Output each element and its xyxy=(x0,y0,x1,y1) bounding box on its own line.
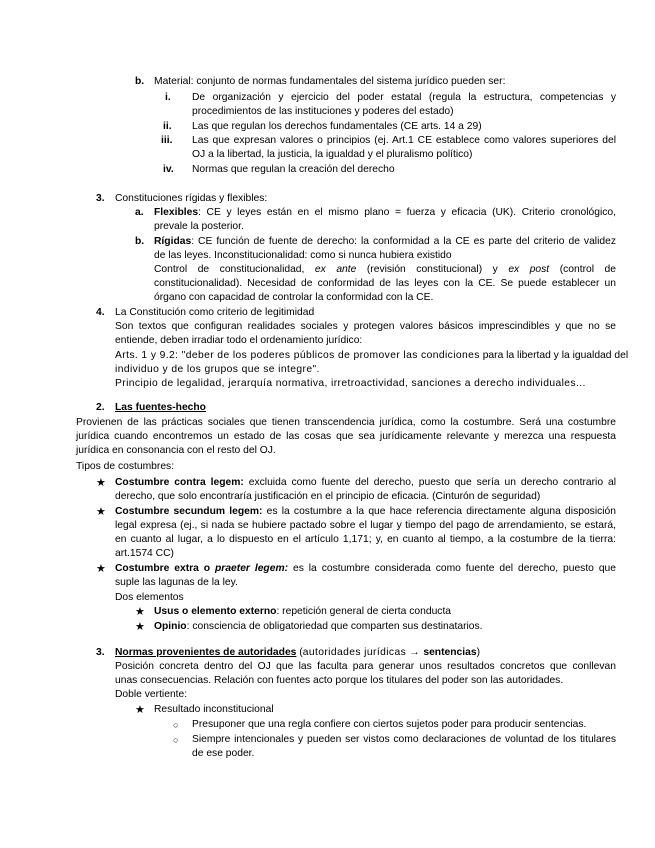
body-text: suple las lagunas de la ley. xyxy=(115,577,238,588)
body-text: Presuponer que una regla confiere con ciertos sujetos poder para producir sentencias. xyxy=(192,719,587,730)
text-italic: ex ante xyxy=(314,264,357,275)
rigidas-text: constitucionalidad). Necesidad de conformidad de las leyes con la CE. Se puede establecer un xyxy=(154,278,616,289)
text-run: excluida como fuente del derecho, puesto que sería un derecho contrario al xyxy=(243,477,616,488)
term-flexibles: Flexibles xyxy=(154,207,199,218)
body-text: jurídica en consonancia con el resto del OJ. xyxy=(76,445,276,456)
body-text: Doble vertiente: xyxy=(115,689,188,700)
section-heading: Las fuentes-hecho xyxy=(115,402,206,413)
star-bullet-icon: ★ xyxy=(135,704,145,716)
text-run: (revisión constitucional) y xyxy=(356,264,509,275)
term-extra: Costumbre extra o xyxy=(115,563,216,574)
term-sentencias: sentencias xyxy=(423,647,477,658)
body-text: Siempre intencionales y pueden ser vistos como declaraciones de voluntad de los titulares xyxy=(192,734,616,745)
opinio-text xyxy=(154,620,483,634)
term-contra-legem: Costumbre contra legem: xyxy=(115,477,244,488)
text-run: : consciencia de obligatoriedad que comparten sus destinatarios. xyxy=(186,621,483,632)
section-heading xyxy=(115,646,480,660)
body-text: de ese poder. xyxy=(192,748,255,759)
list-marker: b. xyxy=(135,236,145,247)
list-marker: b. xyxy=(135,76,145,87)
flexibles-line: : CE y leyes están en el mismo plano = fuerza y eficacia (UK). Criterio cronológico, xyxy=(198,207,616,218)
body-text xyxy=(115,349,628,363)
material-text: Material: conjunto de normas fundamentales del sistema jurídico pueden ser: xyxy=(154,76,506,87)
text-run: ( xyxy=(296,647,303,658)
body-text: Tipos de costumbres: xyxy=(76,461,175,472)
body-text: en cuanto al lugar, a lo dispuesto en el artículo 1,171; y, en cuanto al tiempo, a la costumbre de la tierra: xyxy=(115,534,616,545)
term-praeter-legem: praeter legem: xyxy=(215,563,289,574)
material-item-text: Las que expresan valores o principios (ej. Art.1 CE establece como valores superiores del xyxy=(192,135,616,146)
body-text: Dos elementos xyxy=(115,592,184,603)
body-text: entiende, deben irradiar todo el ordenamiento jurídico: xyxy=(115,335,363,346)
term-usus: Usus o elemento externo xyxy=(154,606,277,617)
body-text: jurídica cuando encontremos un estado de las cosas que sea jurídicamente relevante y merezca una respuesta xyxy=(76,431,616,442)
text-run: para la libertad y la igualdad del xyxy=(479,350,629,361)
rigidas-line: : CE función de fuente de derecho: la conformidad a la CE es parte del criterio de validez xyxy=(191,236,616,247)
star-bullet-icon: ★ xyxy=(135,621,145,633)
body-text: unas consecuencias. Relación con fuentes acto porque los titulares del poder son las autoridades. xyxy=(115,675,564,686)
circle-bullet-icon: ○ xyxy=(173,720,179,730)
body-text: derecho, que solo encontraría justificación en el principio de eficacia. (Cinturón de seguridad) xyxy=(115,491,541,502)
rigidas-text xyxy=(154,235,616,249)
roman-marker: iii. xyxy=(161,135,173,146)
list-marker: 2. xyxy=(96,402,105,413)
flexibles-text: prevale la posterior. xyxy=(154,221,244,232)
material-item-text: Normas que regulan la creación del derecho xyxy=(192,164,395,175)
section-title: La Constitución como criterio de legitimidad xyxy=(115,307,315,318)
roman-marker: iv. xyxy=(163,164,174,175)
body-text: Posición concreta dentro del OJ que las faculta para generar unos resultados concretos que conllevan xyxy=(115,661,616,672)
list-marker: a. xyxy=(135,207,144,218)
text-run: Control de constitucionalidad, xyxy=(154,264,315,275)
list-marker: 4. xyxy=(96,307,105,318)
text-run: ) xyxy=(476,647,481,658)
roman-marker: ii. xyxy=(163,121,172,132)
body-text: Resultado inconstitucional xyxy=(154,704,274,715)
term-secundum-legem: Costumbre secundum legem: xyxy=(115,506,263,517)
body-text: Son textos que configuran realidades sociales y protegen valores básicos imprescindibles y que no se xyxy=(115,321,616,332)
body-text: Principio de legalidad, jerarquía normativa, irretroactividad, sanciones a derecho individuales... xyxy=(115,378,586,389)
costumbre-praeter-text xyxy=(115,562,616,576)
body-text: individuo y de los grupos que se integre". xyxy=(115,364,320,375)
body-text: Provienen de las prácticas sociales que tienen transcendencia jurídica, como la costumbre. Será una costumbre xyxy=(76,417,616,428)
body-text: legal expresa (ej., si nada se hubiere pactado sobre el lugar y tiempo del pago de arrendamiento, se estará, xyxy=(115,520,616,531)
rigidas-text: órgano con capacidad de controlar la conformidad con la CE. xyxy=(154,292,434,303)
costumbre-secundum-text xyxy=(115,505,616,519)
text-italic: ex post xyxy=(508,264,550,275)
star-bullet-icon: ★ xyxy=(96,563,106,575)
material-item-text: De organización y ejercicio del poder estatal (regula la estructura, competencias y xyxy=(192,92,616,103)
text-run: : repetición general de cierta conducta xyxy=(276,606,452,617)
usus-text xyxy=(154,605,451,619)
term-opinio: Opinio xyxy=(154,621,187,632)
material-item-text: procedimientos de las instituciones y poderes del estado) xyxy=(192,106,454,117)
section-title: Constituciones rígidas y flexibles: xyxy=(115,193,268,204)
material-item-text: OJ a la libertad, la justicia, la igualdad y el pluralismo político) xyxy=(192,149,473,160)
text-run: es la costumbre a la que hace referencia directamente alguna disposición xyxy=(262,506,616,517)
star-bullet-icon: ★ xyxy=(96,477,106,489)
text-run: Arts. 1 y 9.2: "deber de los poderes públicos de promover las condiciones xyxy=(115,350,480,361)
term-rigidas: Rígidas xyxy=(154,236,192,247)
circle-bullet-icon: ○ xyxy=(173,735,179,745)
text-run: (control de xyxy=(549,264,616,275)
star-bullet-icon: ★ xyxy=(96,506,106,518)
rigidas-text: de las leyes. Inconstitucionalidad: como si nunca hubiera existido xyxy=(154,250,452,261)
roman-marker: i. xyxy=(165,92,171,103)
text-run: autoridades jurídicas → xyxy=(302,647,424,658)
rigidas-text xyxy=(154,263,616,277)
star-bullet-icon: ★ xyxy=(135,606,145,618)
list-marker: 3. xyxy=(96,193,105,204)
text-run: es la costumbre considerada como fuente del derecho, puesto que xyxy=(288,563,616,574)
costumbre-contra-text xyxy=(115,476,616,490)
heading-text: Normas provenientes de autoridades xyxy=(115,647,297,658)
list-marker: 3. xyxy=(96,647,105,658)
flexibles-text xyxy=(154,206,616,220)
material-item-text: Las que regulan los derechos fundamentales (CE arts. 14 a 29) xyxy=(192,121,482,132)
body-text: art.1574 CC) xyxy=(115,548,174,559)
